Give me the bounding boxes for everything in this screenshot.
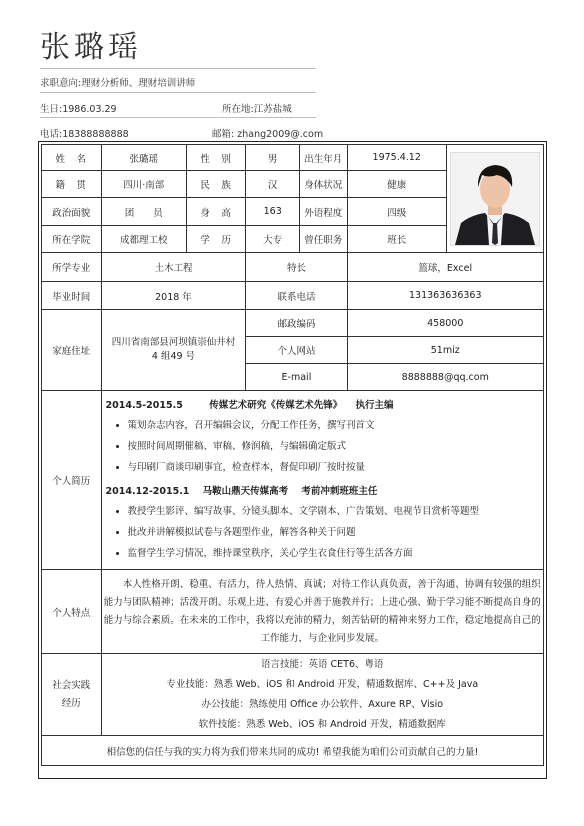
traits-text: 本人性格开朗、稳重、有活力，待人热情、真诚；对待工作认真负责，善于沟通、协调有较强的组织能力与团队精神；活泼开朗、乐观上进、有爱心并善于施教并行；上进心强、勤于学习能不断提高自身的能力与综合素质。在未来的工作中，我将以充沛的精力，刻苦钻研的精神来努力工作，稳定地提高自己的工作能力，与企业同步发展。 — [101, 570, 543, 654]
job2-item: • 教授学生影评、编写故事、分镜头脚本、文学剧本、广告策划、电视节目赏析等题型 — [128, 503, 537, 517]
job-intention — [40, 75, 195, 89]
intention-value: 理财分析师、理财培训讲师 — [81, 78, 196, 89]
value-postal: 458000 — [347, 310, 543, 337]
skill-line: 软件技能：熟悉 Web、iOS 和 Android 开发，精通数据库 — [198, 718, 446, 730]
email — [212, 126, 323, 140]
value-position: 班长 — [347, 226, 446, 253]
resume-table — [41, 144, 544, 766]
value-major: 土木工程 — [101, 253, 246, 282]
job1-item: • 策划杂志内容，召开编辑会议，分配工作任务，撰写刊首文 — [128, 417, 537, 431]
birthday — [40, 101, 117, 115]
value-name: 张璐瑶 — [101, 145, 186, 171]
email-value: zhang2009@.com — [237, 129, 324, 140]
skills-section — [101, 654, 543, 736]
value-email: 8888888@qq.com — [347, 364, 543, 391]
label-health: 身体状况 — [299, 171, 347, 198]
value-birthdate: 1975.4.12 — [347, 145, 446, 171]
job2-period: 2014.12-2015.1 — [105, 486, 190, 497]
label-website: 个人网站 — [246, 337, 347, 364]
skill-line: 办公技能：熟练使用 Office 办公软件、Axure RP、Visio — [201, 698, 444, 710]
value-height: 163 — [246, 198, 300, 226]
job1-period: 2014.5-2015.5 — [105, 400, 183, 411]
applicant-name: 张璐瑶 — [40, 30, 142, 65]
phone-value: 18388888888 — [62, 129, 129, 140]
phone-label: 电话: — [40, 129, 63, 140]
label-gender: 性 别 — [186, 145, 246, 171]
skill-line: 专业技能：熟悉 Web、iOS 和 Android 开发，精通数据库、C++及 Java — [166, 678, 479, 690]
label-height: 身 高 — [186, 198, 246, 226]
label-address: 家庭住址 — [42, 310, 102, 391]
value-education: 大专 — [246, 226, 300, 253]
label-graduation: 毕业时间 — [42, 282, 102, 310]
phone — [40, 126, 129, 140]
job1-company: 传媒艺术研究《传媒艺术先锋》 — [209, 400, 343, 411]
value-origin: 四川·南部 — [101, 171, 186, 198]
divider — [40, 68, 316, 69]
photo-cell — [446, 145, 543, 253]
location-value: 江苏盐城 — [253, 104, 292, 115]
value-contact-phone: 13136363636​3 — [347, 282, 543, 310]
job2-heading — [106, 483, 537, 497]
label-contact-phone: 联系电话 — [246, 282, 347, 310]
job1-item: • 与印刷厂商谈印刷事宜，检查样本，督促印刷厂按时按量 — [128, 459, 537, 473]
job2-item: • 批改并讲解模拟试卷与各题型作业，解答各种关于问题 — [128, 524, 537, 538]
job2-item: • 监督学生学习情况，维持课堂秩序，关心学生衣食住行等生活各方面 — [128, 545, 537, 559]
value-ethnicity: 汉 — [246, 171, 300, 198]
location — [222, 101, 292, 115]
job1-title: 执行主编 — [355, 400, 394, 411]
profile-photo — [450, 152, 540, 246]
label-school: 所在学院 — [42, 226, 102, 253]
value-website: 51miz — [347, 337, 543, 364]
label-practice: 社会实践经历 — [42, 654, 102, 736]
label-position: 曾任职务 — [299, 226, 347, 253]
closing-statement: 相信您的信任与我的实力将为我们带来共同的成功! 希望我能为咱们公司贡献自己的力量! — [42, 736, 544, 766]
label-name: 姓 名 — [42, 145, 102, 171]
label-language: 外语程度 — [299, 198, 347, 226]
divider — [40, 92, 316, 93]
skill-line: 语言技能：英语 CET6、粤语 — [261, 658, 384, 670]
label-postal: 邮政编码 — [246, 310, 347, 337]
email-label: 邮箱: — [212, 129, 235, 140]
job1-heading — [106, 397, 537, 411]
value-health: 健康 — [347, 171, 446, 198]
label-birthdate: 出生年月 — [299, 145, 347, 171]
location-label: 所在地: — [222, 104, 254, 115]
label-ethnicity: 民 族 — [186, 171, 246, 198]
value-politics: 团 员 — [101, 198, 186, 226]
label-specialty: 特长 — [246, 253, 347, 282]
divider — [40, 117, 316, 118]
value-graduation: 2018 年 — [101, 282, 246, 310]
label-major: 所学专业 — [42, 253, 102, 282]
label-origin: 籍 贯 — [42, 171, 102, 198]
label-politics: 政治面貌 — [42, 198, 102, 226]
label-traits: 个人特点 — [42, 570, 102, 654]
intention-label: 求职意向: — [40, 78, 82, 89]
label-email: E-mail — [246, 364, 347, 391]
label-resume: 个人简历 — [42, 391, 102, 570]
value-address: 四川省南部县河坝镇崇仙井村 4 组49 号 — [101, 310, 246, 391]
job1-item: • 按照时间周期催稿、审稿、修润稿，与编辑确定版式 — [128, 438, 537, 452]
value-specialty: 篮球，Excel — [347, 253, 543, 282]
label-education: 学 历 — [186, 226, 246, 253]
job2-title: 考前冲刺班班主任 — [301, 486, 378, 497]
value-school: 成都理工校 — [101, 226, 186, 253]
value-language: 四级 — [347, 198, 446, 226]
job2-company: 马鞍山鼎天传媒高考 — [202, 486, 289, 497]
birth-label: 生日: — [40, 104, 63, 115]
birth-value: 1986.03.29 — [62, 104, 117, 115]
resume-section — [101, 391, 543, 570]
value-gender: 男 — [246, 145, 300, 171]
